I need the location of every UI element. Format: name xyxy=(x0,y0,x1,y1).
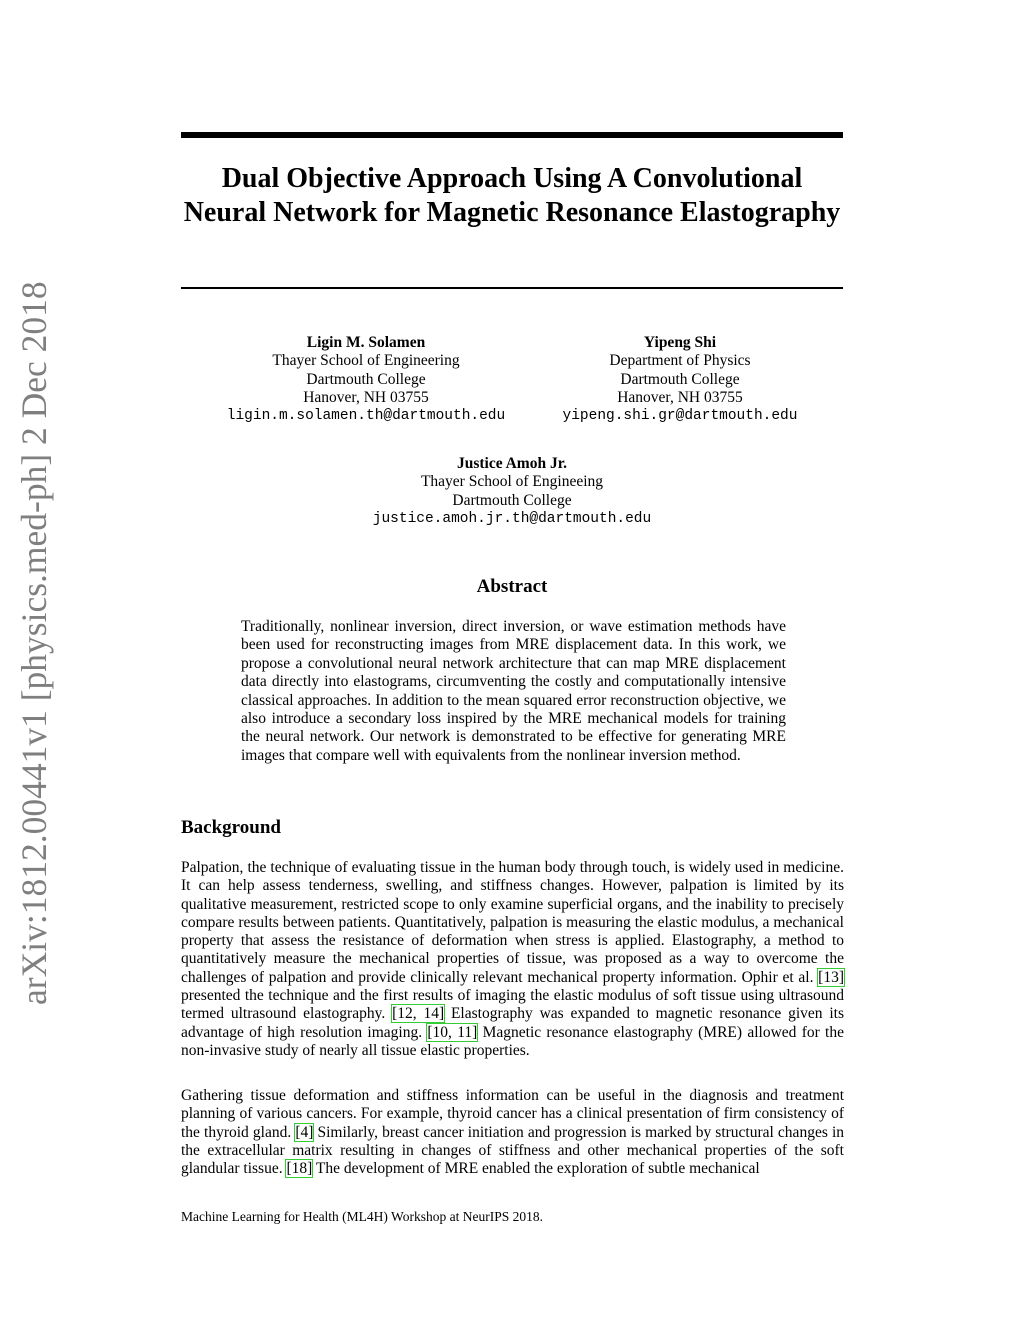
paragraph-text: Similarly, breast cancer initiation and progression is marked by structural changes in the extracellular matrix resulting in changes of stiffness and other mechanical properties of the soft glandular tissue. xyxy=(181,1123,845,1178)
paragraph-text: presented the technique and the first results of imaging the elastic modulus of soft tissue using ultrasound termed ultrasound elastography. xyxy=(181,987,844,1023)
citation-link[interactable]: [13] xyxy=(818,968,844,986)
author-name: Justice Amoh Jr. xyxy=(456,455,568,472)
body-paragraph xyxy=(181,1087,844,1178)
author-institution: Dartmouth College xyxy=(306,370,426,388)
citation-link[interactable]: [18] xyxy=(286,1160,313,1178)
author-block xyxy=(510,334,850,425)
paragraph-text: Gathering tissue deformation and stiffness information can be useful in the diagnosis and treatment planning of various cancers. For example, thyroid cancer has a clinical presentation of firm consistency of the thyroid gland. xyxy=(181,1087,844,1141)
paragraph-text: Magnetic resonance elastography (MRE) allowed for the non-invasive study of nearly all tissue elastic properties. xyxy=(181,1023,844,1059)
paper-title: Dual Objective Approach Using A Convolutional Neural Network for Magnetic Resonance Elastography xyxy=(183,163,841,228)
author-block xyxy=(342,455,682,528)
author-institution: Dartmouth College xyxy=(452,491,572,509)
abstract-text: Traditionally, nonlinear inversion, direct inversion, or wave estimation methods have been used for reconstructing images from MRE displacement data. In this work, we propose a convolutional neural network architecture that can map MRE displacement data directly into elastograms, circumventing the costly and computationally intensive classical approaches. In addition to the mean squared error reconstruction objective, we also introduce a secondary loss inspired by the MRE mechanical models for training the neural network. Our network is demonstrated to be effective for generating MRE images that compare well with equivalents from the nonlinear inversion method. xyxy=(241,618,786,764)
author-name: Ligin M. Solamen xyxy=(306,334,426,351)
author-email[interactable]: yipeng.shi.gr@dartmouth.edu xyxy=(562,408,798,425)
author-affiliation: Department of Physics xyxy=(609,352,751,370)
author-name: Yipeng Shi xyxy=(643,334,717,351)
venue-footnote: Machine Learning for Health (ML4H) Workshop at NeurIPS 2018. xyxy=(181,1209,543,1224)
title-top-rule xyxy=(181,132,843,138)
citation-link[interactable]: [12, 14] xyxy=(392,1005,445,1023)
paragraph-text: Elastography was expanded to magnetic resonance given its advantage of high resolution imaging. xyxy=(181,1005,845,1041)
author-address: Hanover, NH 03755 xyxy=(303,388,429,406)
author-address: Hanover, NH 03755 xyxy=(617,388,743,406)
title-bottom-rule xyxy=(181,287,843,289)
author-email[interactable]: ligin.m.solamen.th@dartmouth.edu xyxy=(226,408,506,425)
author-block xyxy=(196,334,536,425)
citation-link[interactable]: [10, 11] xyxy=(427,1023,478,1041)
paragraph-text: The development of MRE enabled the exploration of subtle mechanical xyxy=(312,1160,760,1178)
citation-link[interactable]: [4] xyxy=(295,1123,314,1141)
body-paragraph xyxy=(181,859,844,1060)
author-affiliation: Thayer School of Engineeing xyxy=(420,473,604,491)
section-heading-background: Background xyxy=(181,817,281,838)
author-institution: Dartmouth College xyxy=(620,370,740,388)
paragraph-text: Palpation, the technique of evaluating tissue in the human body through touch, is widely used in medicine. It can help assess tenderness, swelling, and stiffness changes. However, palpation is limited by its qualitative measurement, restricted scope to only examine superficial organs, and the inability to precisely compare results between patients. Quantitatively, palpation is measuring the elastic modulus, a mechanical property that assess the resistance of deformation when stress is applied. Elastography, a method to quantitatively measure the mechanical properties of tissue, was proposed as a way to overcome the challenges of palpation and provide clinically relevant mechanical property information. Ophir et al. xyxy=(181,859,844,986)
abstract-heading: Abstract xyxy=(476,576,548,597)
author-affiliation: Thayer School of Engineering xyxy=(272,352,460,370)
arxiv-identifier: arXiv:1812.00441v1 [physics.med-ph] 2 Dec 2018 xyxy=(14,281,54,1005)
author-email[interactable]: justice.amoh.jr.th@dartmouth.edu xyxy=(372,510,652,527)
